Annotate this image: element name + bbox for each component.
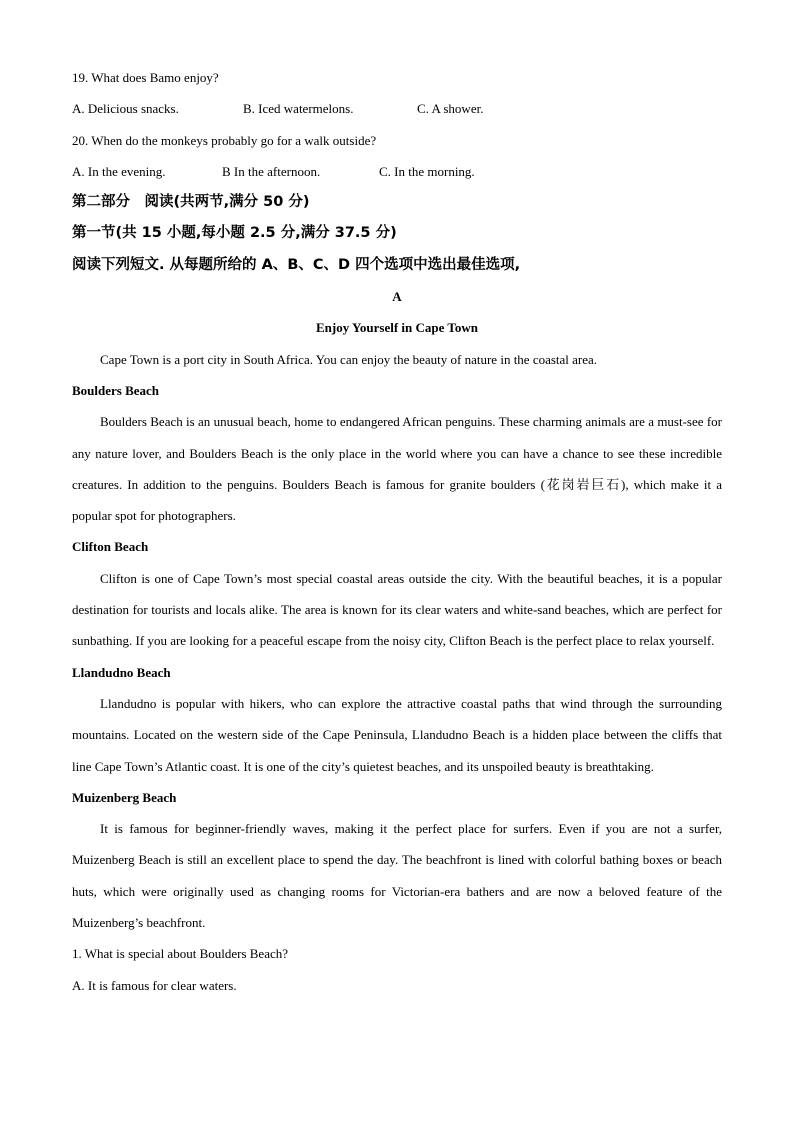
passage-intro: Cape Town is a port city in South Africa. You can enjoy the beauty of nature in the coastal area. [100,351,598,367]
section-heading-boulders: Boulders Beach [72,382,160,398]
question-19-option-c: C. A shower. [417,101,484,117]
question-19-option-a: A. Delicious snacks. [72,101,179,117]
question-1-option-a: A. It is famous for clear waters. [72,977,237,993]
question-20-stem: 20. When do the monkeys probably go for a walk outside? [72,132,377,148]
section-title: 第一节(共 15 小题,每小题 2.5 分,满分 37.5 分) [72,225,397,242]
passage-label: A [392,289,402,305]
question-20-option-a: A. In the evening. [72,163,166,179]
instructions: 阅读下列短文. 从每题所给的 A、B、C、D 四个选项中选出最佳选项, [72,256,521,273]
section-text-boulders: Boulders Beach is an unusual beach, home to endangered African penguins. These charming animals are a must-see for any nature lover, and Boulders Beach is the only place in the world where you can have a chance to see these incredible creatures. In addition to the penguins. Boulders Beach is famous for granite boulders (花岗岩巨石), which make it a popular spot for photographers. [72,414,722,524]
section-heading-clifton: Clifton Beach [72,539,149,555]
section-text-clifton: Clifton is one of Cape Town’s most special coastal areas outside the city. With the beautiful beaches, it is a popular destination for tourists and locals alike. The area is known for its clear waters and white-sand beaches, which are perfect for sunbathing. If you are looking for a peaceful escape from the noisy city, Clifton Beach is the perfect place to relax yourself. [72,570,722,649]
question-19-option-b: B. Iced watermelons. [243,101,354,117]
question-20-option-b: B In the afternoon. [222,163,321,179]
question-19-stem: 19. What does Bamo enjoy? [72,70,219,85]
section-heading-llandudno: Llandudno Beach [72,664,171,680]
part-title: 第二部分 阅读(共两节,满分 50 分) [72,194,310,211]
question-20-option-c: C. In the morning. [379,163,475,179]
question-1-stem: 1. What is special about Boulders Beach? [72,946,289,962]
exam-page [72,62,722,1001]
question-20-options [72,156,722,187]
passage-title: Enjoy Yourself in Cape Town [315,320,479,336]
section-text-muizenberg: It is famous for beginner-friendly waves, making it the perfect place for surfers. Even if you are not a surfer, Muizenberg Beach is still an excellent place to spend the day. The beachfront is lined with colorful bathing boxes or beach huts, which were originally used as changing rooms for Victorian-era bathers and are now a beloved feature of the Muizenberg’s beachfront. [72,821,722,931]
question-19-options [72,93,722,124]
section-heading-muizenberg: Muizenberg Beach [72,789,177,805]
section-text-llandudno: Llandudno is popular with hikers, who can explore the attractive coastal paths that wind through the surrounding mountains. Located on the western side of the Cape Peninsula, Llandudno Beach is a hidden place between the cliffs that line Cape Town’s Atlantic coast. It is one of the city’s quietest beaches, and its unspoiled beauty is breathtaking. [72,695,722,774]
